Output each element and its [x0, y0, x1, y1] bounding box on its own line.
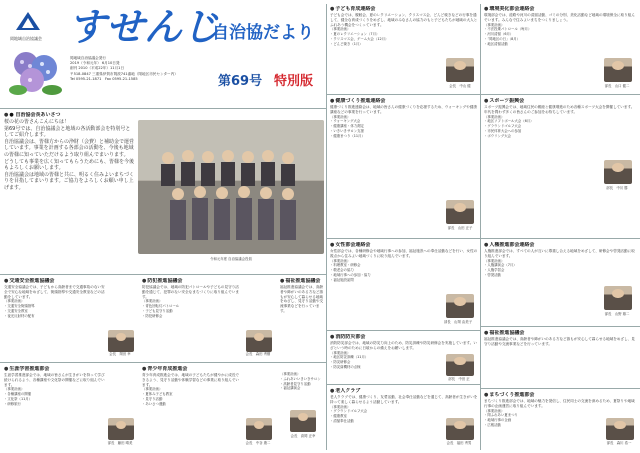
section-senior: ● 老人クラブ 老人クラブでは、健康づくり、友愛活動、社会奉仕活動などを通じて、高齢者が生きがいを持って楽しく暮らせるよう活動しています。 （事業計画） ・グラウンドゴルフ大会 ・健康教室 ・清掃奉仕活動 [330, 388, 478, 450]
section-traffic: ● 交通安全推進協議会 交通安全協議会では、子どもから高齢者まで交通事故のない安全で安心な地域をめざして、街頭指導や交通安全教室などの活動をしています。 （事業計画） ・交通安全街頭指導 ・交通安全教室 ・夜光反射材の配布 [4, 278, 106, 356]
crime-rep-photo [246, 330, 272, 352]
welfare-rep-name: 会長 高岡 正幸 [290, 434, 316, 438]
culture-rep-name: 部長 藤田 晴美 [107, 441, 133, 445]
group-photo-caption: 令和元年度 自治協議会役員 [210, 257, 252, 261]
section-women: ● 女性部会連絡会 女性部会では、各種研修会や地域行事への参加、福祉施設への奉仕活動などを行い、女性の視点から住みよい地域づくりに取り組んでいます。 （事業計画） ・料理教室・研修会 ・敬老会の協力 ・地域行事への参加・協力 ・福祉施設訪問 [330, 242, 478, 328]
section-youth: ● 青少年育成推進会 青少年育成推進会では、地域の子どもたちが健やかに成長できるよう、見守り活動や体験学習などの事業に取り組んでいます。 （事業計画） ・夏休み子ども教室 ・見守り活動 ・あいさつ運動 [142, 366, 242, 450]
section-environment: ● 環境美化部会連絡会 環境部会では、道路や河川の清掃活動、ゴミの分別、美化活動など地域の環境保全に取り組んでいます。みんなで住みよいまちをつくりましょう。 （事業計画） ・不法投棄パトロール（毎月） ・河川清掃（6月） ・「岡地区の日」（8月） ・地区清掃活動 [484, 6, 636, 92]
row-divider [480, 388, 640, 389]
youth-rep-name: 会長 中谷 康二 [245, 441, 271, 445]
group-photo [138, 120, 324, 254]
row-divider [0, 108, 326, 109]
sports-rep-name: 部長 中川 勝 [606, 186, 628, 190]
section-welfare-extra: （事業計画） ・ふれあいいきいきサロン ・高齢者見守り活動 ・福祉講演会 [280, 372, 321, 391]
crime-rep-name: 会長 森田 秀樹 [245, 352, 271, 356]
section-health: ● 健康づくり推進連絡会 健康づくり推進連絡会は、地域の皆さんの健康づくりを応援するため、ウォーキングや健康講座などの事業を行っています。 （事業計画） ・ウォーキング大会 ・健康講座・体力測定 ・いきいきサロン支援 ・健康まつり（11月） [330, 98, 478, 238]
women-rep-photo [446, 294, 474, 318]
row-divider [480, 238, 640, 239]
health-rep-photo [446, 200, 474, 224]
row-divider [326, 94, 480, 95]
human-rights-rep-name: 部長 山野 雄二 [604, 312, 630, 316]
row-divider [326, 330, 480, 331]
child-rep-name: 会長 中山 健 [449, 84, 471, 88]
festival-rep-name: 部長 森川 浩一 [606, 441, 632, 445]
issue-special: 特別版 [274, 74, 314, 89]
logo-icon [14, 10, 42, 34]
section-welfare-mid: ● 消防防災部会 消防防災部会では、地域の防災力向上のため、防災訓練や防災研修会を実施しています。いざという時のために日頃からの備えをお願いします。 （事業計画） ・地区防災訓練（11月） ・防災研修会 ・防災資機材の点検 [330, 334, 478, 380]
greeting-section [4, 112, 134, 268]
child-rep-photo [446, 58, 474, 82]
sports-rep-photo [604, 160, 632, 184]
row-divider [326, 384, 480, 385]
section-human-rights: ● 人権推進部会連絡会 人権推進部会では、すべての人が互いに尊重し合える地域をめざして、研修会や啓発活動に取り組んでいます。 （事業計画） ・人権講演会（7月） ・人権学習会 ・啓発活動 [484, 242, 636, 324]
row-divider [326, 238, 480, 239]
row-divider [0, 274, 326, 275]
section-culture: ● 生涯学習推進部会 生涯学習推進部会では、地域の皆さんが生きがいを持って学び続けられるよう、各種講座や文化祭の開催などに取り組んでいます。 （事業計画） ・各種講座の開催 ・文化祭（11月） ・研修旅行 [4, 366, 106, 450]
issue-number: 第69号 [218, 74, 263, 89]
senior-rep-photo [446, 418, 474, 440]
section-crime: ● 防犯推進協議会 防犯協議会では、地域の防犯パトロールや子どもの見守り活動を通じて、犯罪のない安全なまちづくりに取り組んでいます。 （事業計画） ・青色回転灯パトロール ・子ども見守り活動 ・防犯研修会 [142, 278, 242, 356]
human-rights-rep-photo [604, 286, 632, 310]
section-child: ● 子ども育成連絡会 子ども会では、親睦会、夏のレクリエーション、クリスマス会、どんど焼きなどの行事を通して、健全な育成づくりをめざし、地域のみなさんの協力のもと子どもたちが地域の大人とふれあう機会をつくっています。 （事業計画） ・夏のレクリエーション（7月） ・クリスマス会、ゲーム大会（12月） ・どんど焼き（1月） [330, 6, 478, 92]
section-festival: ● まちづくり推進部会 まちづくり推進部会では、地域の魅力を発信し、住民同士の交流を深めるため、夏祭りや地域行事の企画運営に取り組んでいます。 （事業計画） ・岡ふれあい夏まつり ・地域行事の企画 ・広報活動 [484, 392, 636, 450]
section-disaster-right: ● 福祉推進協議会 福祉推進協議会では、高齢者や障がいのある方など誰もが安心して暮らせる地域をめざし、見守り活動や交流事業などを行っています。 [484, 330, 636, 386]
masthead [6, 4, 326, 108]
greeting-body: 桜の花の皆さんこんにちは！ 第69号では、自治協議会と地域の各活動部会を特別号としてご紹介します。 自治協議会は、皆様方からの浄財（会費）と補助金で運営しています。事業を計画する各部会の活動を、今後も地域の皆様に知っていただけるよう取り組んでまいります。 どうしても事業を広く知ってもらうためにも、皆様を今後もよろしくお願いします。 自治協議会は地域の皆様と共に、明るく住みよいまちづくりを目指してまいります。ご協力をよろしくお願い申し上げます。 [4, 119, 134, 191]
environment-rep-name: 部長 山口 健二 [604, 84, 630, 88]
org-name: 岡地域自治協議会 [10, 36, 42, 41]
health-rep-name: 部長 山田 正子 [447, 226, 473, 230]
section-sports: ● スポーツ振興会 スポーツ振興会では、地域住民の親睦と健康増進のため各種スポーツ大会を開催しています。年代を問わず多くの皆さんのご参加をお待ちしています。 （事業計画） ・地区ソフトボール大会（6月） ・グラウンドゴルフ大会 ・市民体育大会への参加 ・ボウリング大会 [484, 98, 636, 238]
disaster-rep-photo [446, 354, 474, 376]
row-divider [0, 362, 326, 363]
welfare-rep-photo [290, 410, 316, 432]
masthead-title-sub: 自治協だより [212, 23, 314, 43]
youth-rep-photo [246, 418, 272, 440]
row-divider [480, 94, 640, 95]
disaster-rep-name: 部長 中田 正 [448, 377, 470, 381]
environment-rep-photo [604, 58, 632, 82]
masthead-title-main: すせんじ [68, 5, 221, 49]
traffic-rep-name: 会長 岡田 幸 [109, 352, 131, 356]
section-welfare: ● 福祉推進協議会 福祉推進協議会では、高齢者や障がいのある方など誰もが安心して暮らせる地域をめざし、見守り活動や交流事業などを行っています。 [280, 278, 324, 368]
senior-rep-name: 会長 福田 秀男 [446, 441, 472, 445]
row-divider [480, 326, 640, 327]
women-rep-name: 部長 山岡 由美子 [443, 320, 473, 324]
column-divider [480, 4, 481, 450]
publisher-info: 岡地域自治協議会発行 2019（令和元年） 6月10日発 創刊 2010（平成22年）11月1日 〒518-0847 三重県伊賀市岡波741番地（岡地区市民センター内） Tel 0595-21-1871 Fax 0595-21-1585 [70, 56, 178, 81]
festival-rep-photo [606, 418, 634, 440]
greeting-title: ● ● 自治協会長あいさつ [4, 112, 134, 118]
hydrangea-illustration [8, 46, 64, 104]
traffic-rep-photo [108, 330, 134, 352]
culture-rep-photo [108, 418, 134, 440]
